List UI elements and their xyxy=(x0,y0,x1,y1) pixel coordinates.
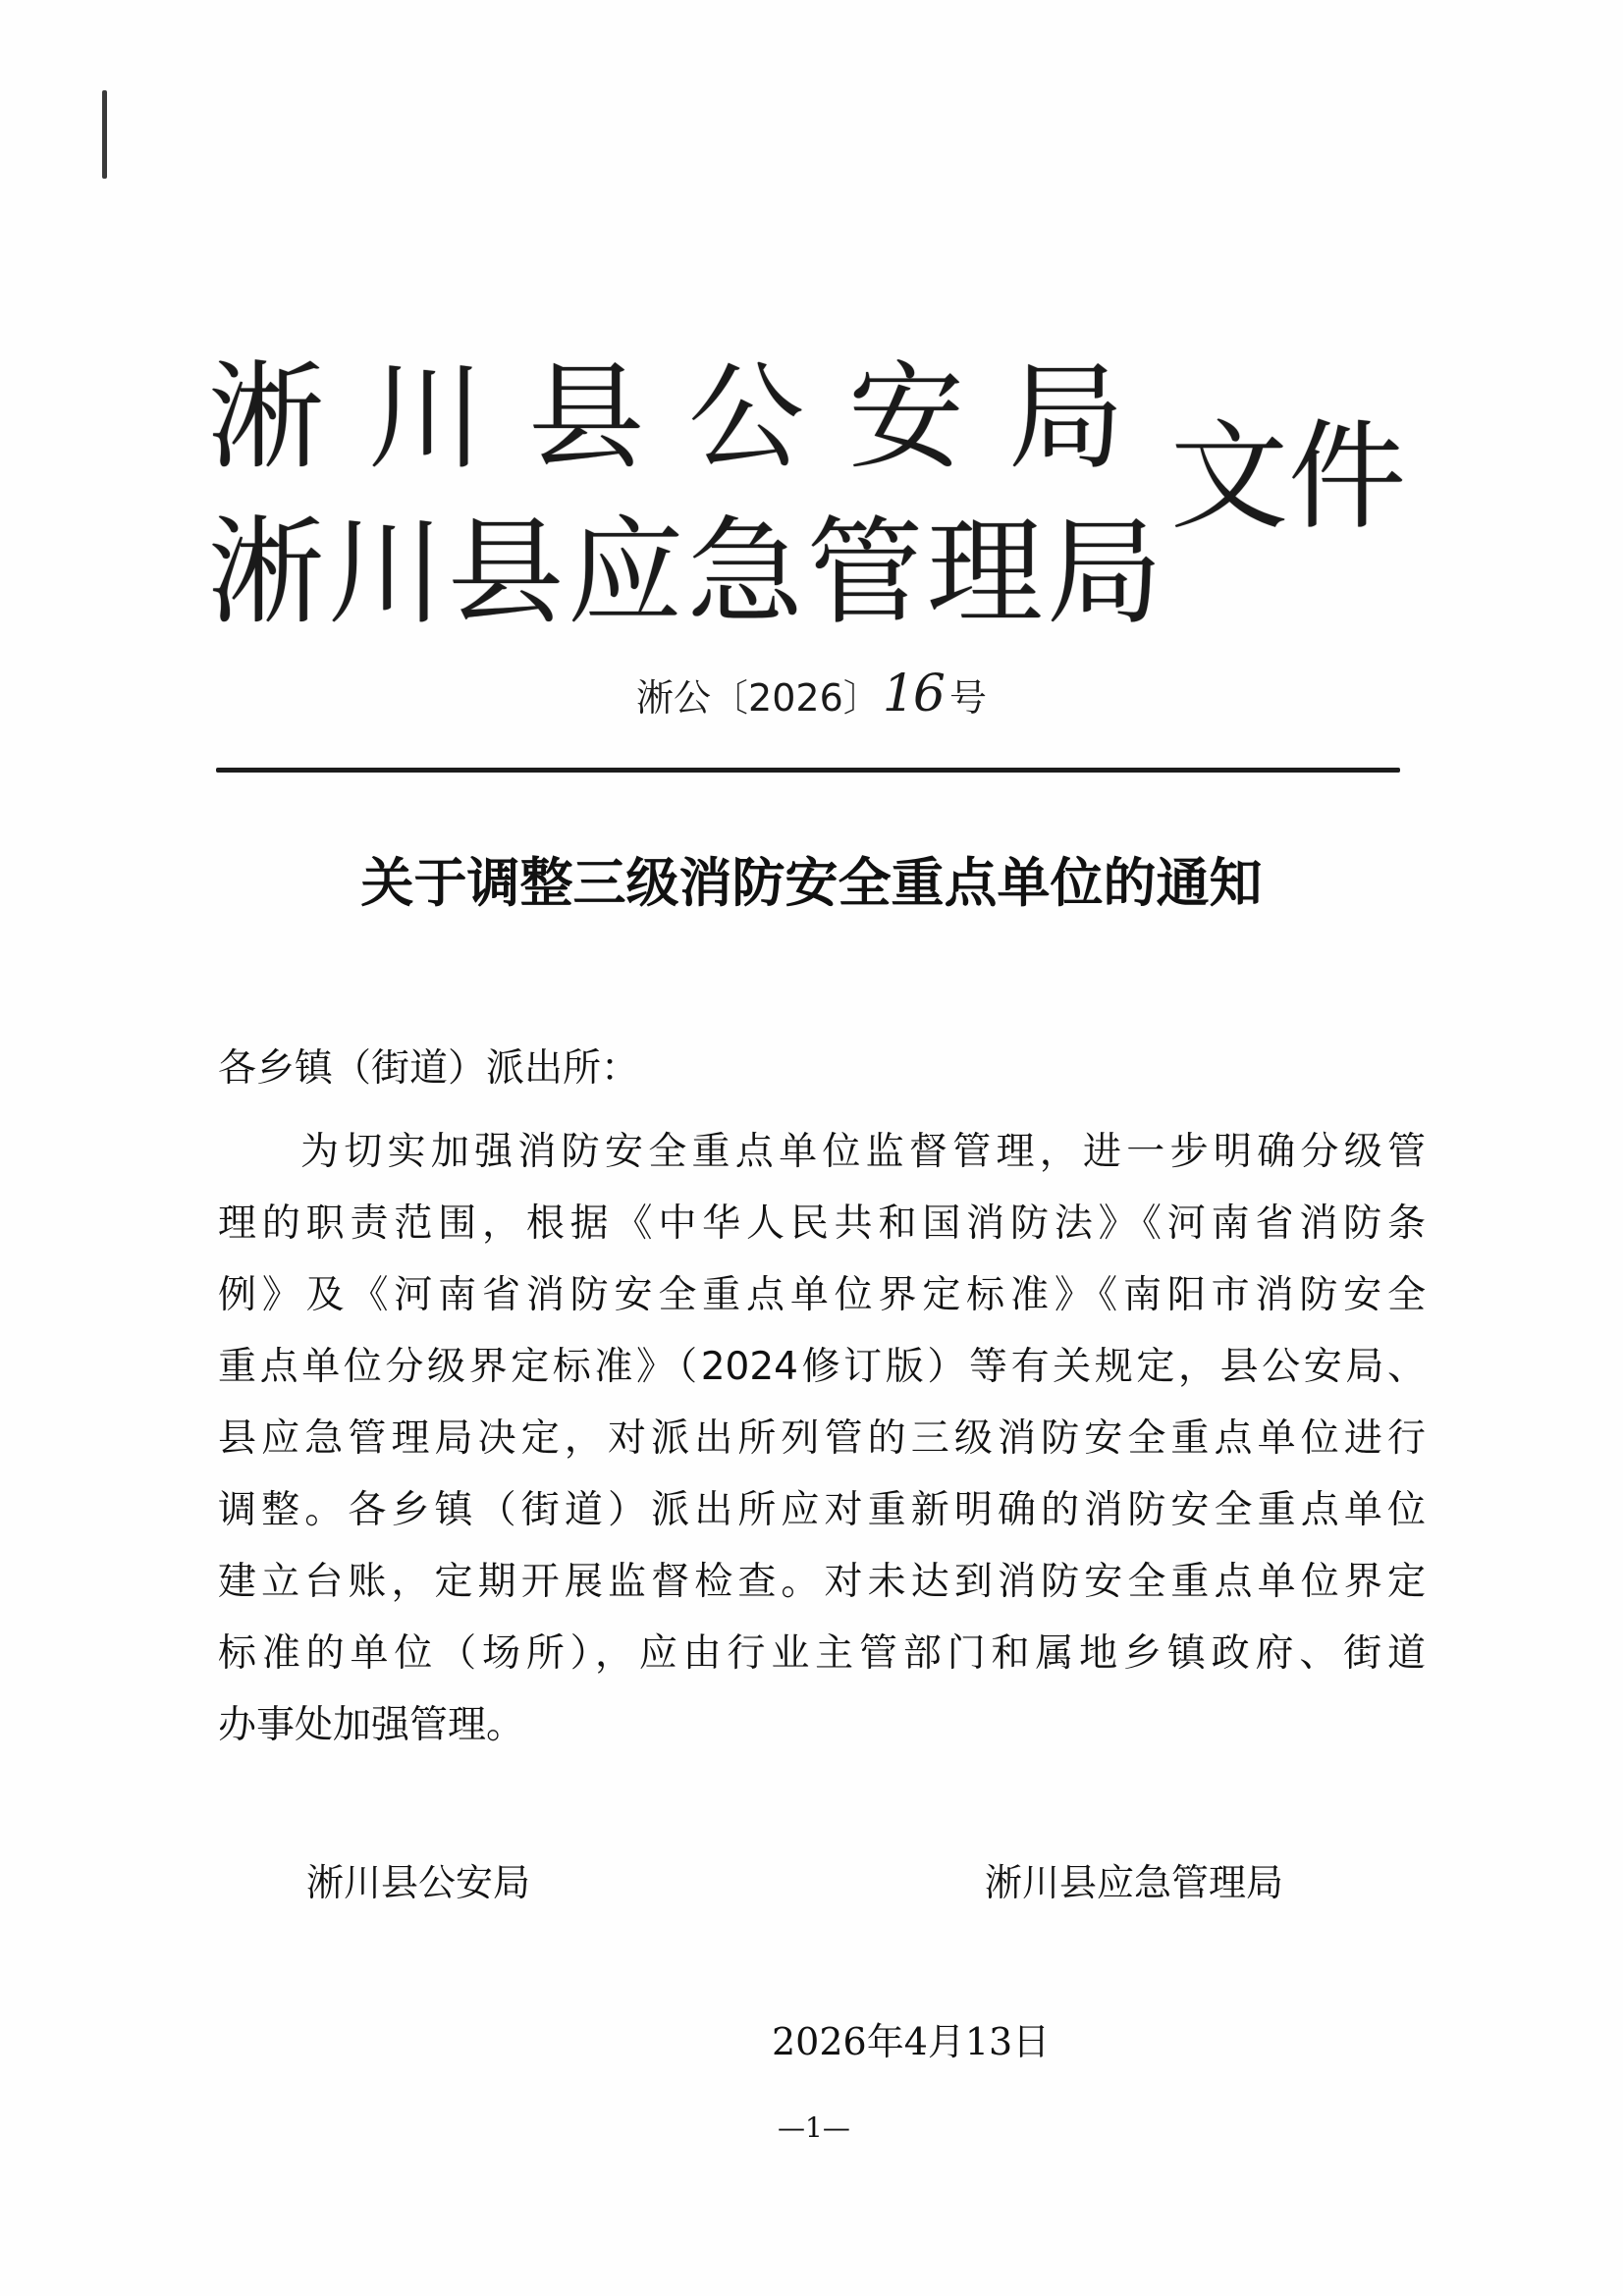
issuing-org-emergency: 淅川县应急管理局 xyxy=(208,505,1167,640)
doc-number-suffix: 号 xyxy=(948,676,987,720)
doc-number xyxy=(0,665,1623,723)
body-line: 办事处加强管理。 xyxy=(218,1703,525,1747)
body-line: 为切实加强消防安全重点单位监督管理，进一步明确分级管 xyxy=(300,1130,1426,1174)
body-line: 建立台账，定期开展监督检查。对未达到消防安全重点单位界定 xyxy=(218,1560,1426,1604)
body-line: 理的职责范围，根据《中华人民共和国消防法》《河南省消防条 xyxy=(218,1201,1426,1246)
doc-number-value: 16 xyxy=(882,665,944,723)
header-divider xyxy=(216,768,1400,773)
document-header xyxy=(208,349,1426,648)
page-number: —1— xyxy=(778,2111,850,2144)
salutation: 各乡镇（街道）派出所： xyxy=(218,1046,640,1091)
body-paragraph xyxy=(218,1116,1426,1761)
notice-title: 关于调整三级消防安全重点单位的通知 xyxy=(360,852,1263,914)
signature-emergency: 淅川县应急管理局 xyxy=(985,1861,1284,1904)
body-line: 标准的单位（场所），应由行业主管部门和属地乡镇政府、街道 xyxy=(218,1631,1426,1676)
doc-number-prefix: 淅公〔2026〕 xyxy=(636,676,881,720)
body-line: 重点单位分级界定标准》（2024修订版）等有关规定，县公安局、 xyxy=(218,1345,1426,1389)
body-line: 例》及《河南省消防安全重点单位界定标准》《南阳市消防安全 xyxy=(218,1273,1426,1317)
body-line: 县应急管理局决定，对派出所列管的三级消防安全重点单位进行 xyxy=(218,1416,1426,1461)
issue-date: 2026年4月13日 xyxy=(772,2020,1051,2063)
signature-police: 淅川县公安局 xyxy=(306,1861,531,1904)
issuing-org-police: 淅川县公安局 xyxy=(208,349,1169,485)
binding-mark xyxy=(102,90,107,179)
body-line: 调整。各乡镇（街道）派出所应对重新明确的消防安全重点单位 xyxy=(218,1488,1426,1532)
doc-type-label: 文件 xyxy=(1170,409,1406,546)
